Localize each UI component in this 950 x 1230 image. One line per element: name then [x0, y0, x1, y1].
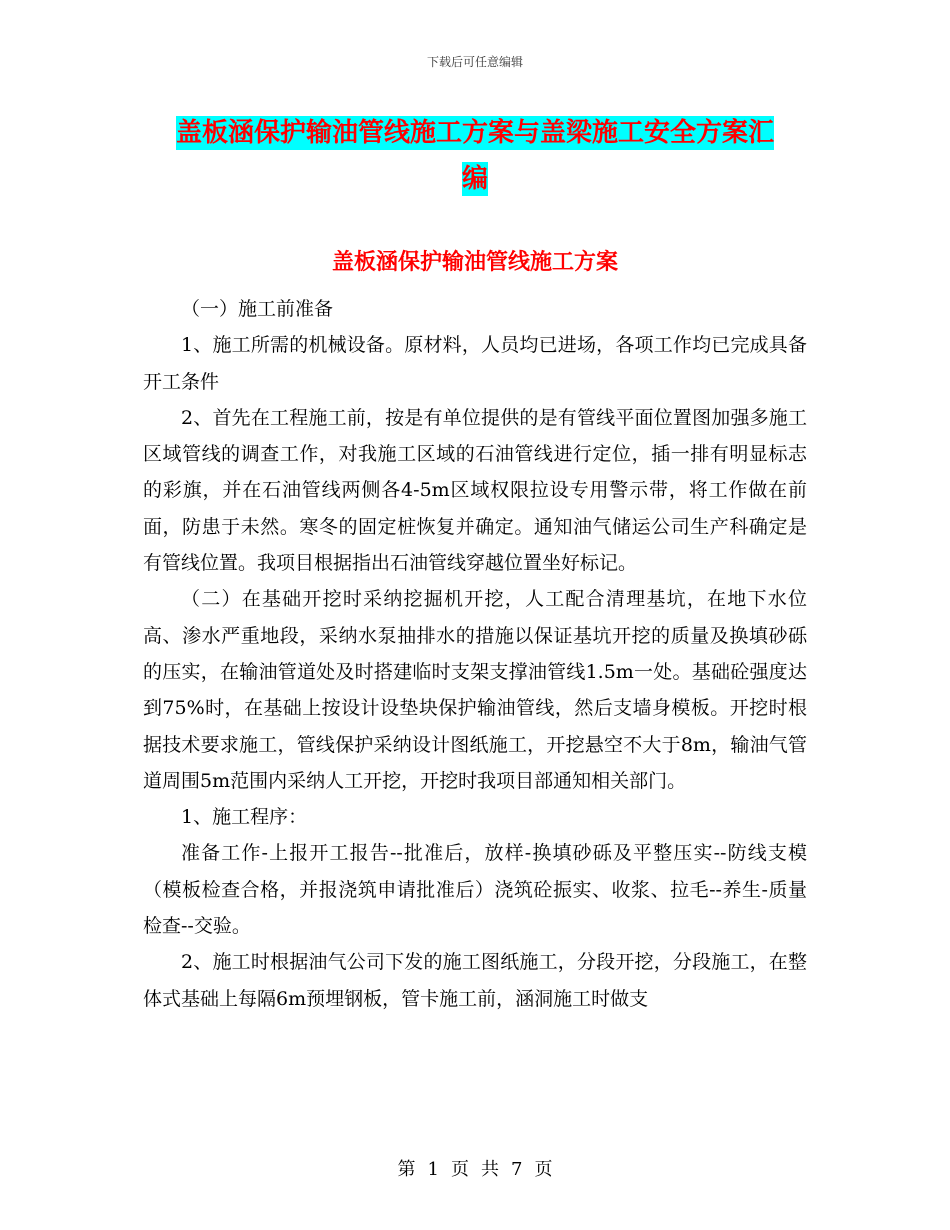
document-title: [143, 110, 807, 202]
page-label-suffix: 页: [534, 1159, 553, 1180]
paragraph: 2、施工时根据油气公司下发的施工图纸施工，分段开挖，分段施工，在整体式基础上每隔6m预埋钢板，管卡施工前，涵洞施工时做支: [143, 951, 807, 1010]
paragraph: （二）在基础开挖时采纳挖掘机开挖，人工配合清理基坑，在地下水位高、渗水严重地段，采纳水泵抽排水的措施以保证基坑开挖的质量及换填砂砾的压实，在输油管道处及时搭建临时支架支撑油管线1.5m一处。基础砼强度达到75%时，在基础上按设计设垫块保护输油管线，然后支墙身模板。开挖时根据技术要求施工，管线保护采纳设计图纸施工，开挖悬空不大于8m，输油气管道周围5m范围内采纳人工开挖，开挖时我项目部通知相关部门。: [143, 588, 807, 792]
body-text: [143, 291, 807, 1017]
section-title: 盖板涵保护输油管线施工方案: [331, 250, 618, 275]
page-label-total-prefix: 共: [481, 1159, 499, 1180]
paragraph: 2、首先在工程施工前，按是有单位提供的是有管线平面位置图加强多施工区域管线的调查工作，对我施工区域的石油管线进行定位，插一排有明显标志的彩旗，并在石油管线两侧各4-5m区域权限拉设专用警示带，将工作做在前面，防患于未然。寒冬的固定桩恢复并确定。通知油气储运公司生产科确定是有管线位置。我项目根据指出石油管线穿越位置坐好标记。: [143, 406, 807, 575]
page-number-total: 7: [511, 1159, 523, 1180]
page-footer: [0, 1155, 950, 1181]
paragraph: 1、施工程序：: [181, 806, 308, 829]
header-note: 下载后可任意编辑: [426, 55, 523, 69]
page-label-mid: 页: [451, 1159, 469, 1180]
document-title-line1: 盖板涵保护输油管线施工方案与盖梁施工安全方案汇: [175, 118, 774, 148]
page-label-prefix: 第: [397, 1159, 416, 1180]
paragraph: 1、施工所需的机械设备。原材料，人员均已进场，各项工作均已完成具备开工条件: [143, 334, 807, 393]
paragraph: 准备工作-上报开工报告--批准后，放样-换填砂砾及平整压实--防线支模（模板检查合格，并报浇筑申请批准后）浇筑砼振实、收浆、拉毛--养生-质量检查--交验。: [143, 842, 807, 938]
document-title-line2: 编: [461, 164, 488, 194]
paragraph: （一）施工前准备: [181, 298, 334, 320]
page-number-current: 1: [427, 1159, 439, 1180]
